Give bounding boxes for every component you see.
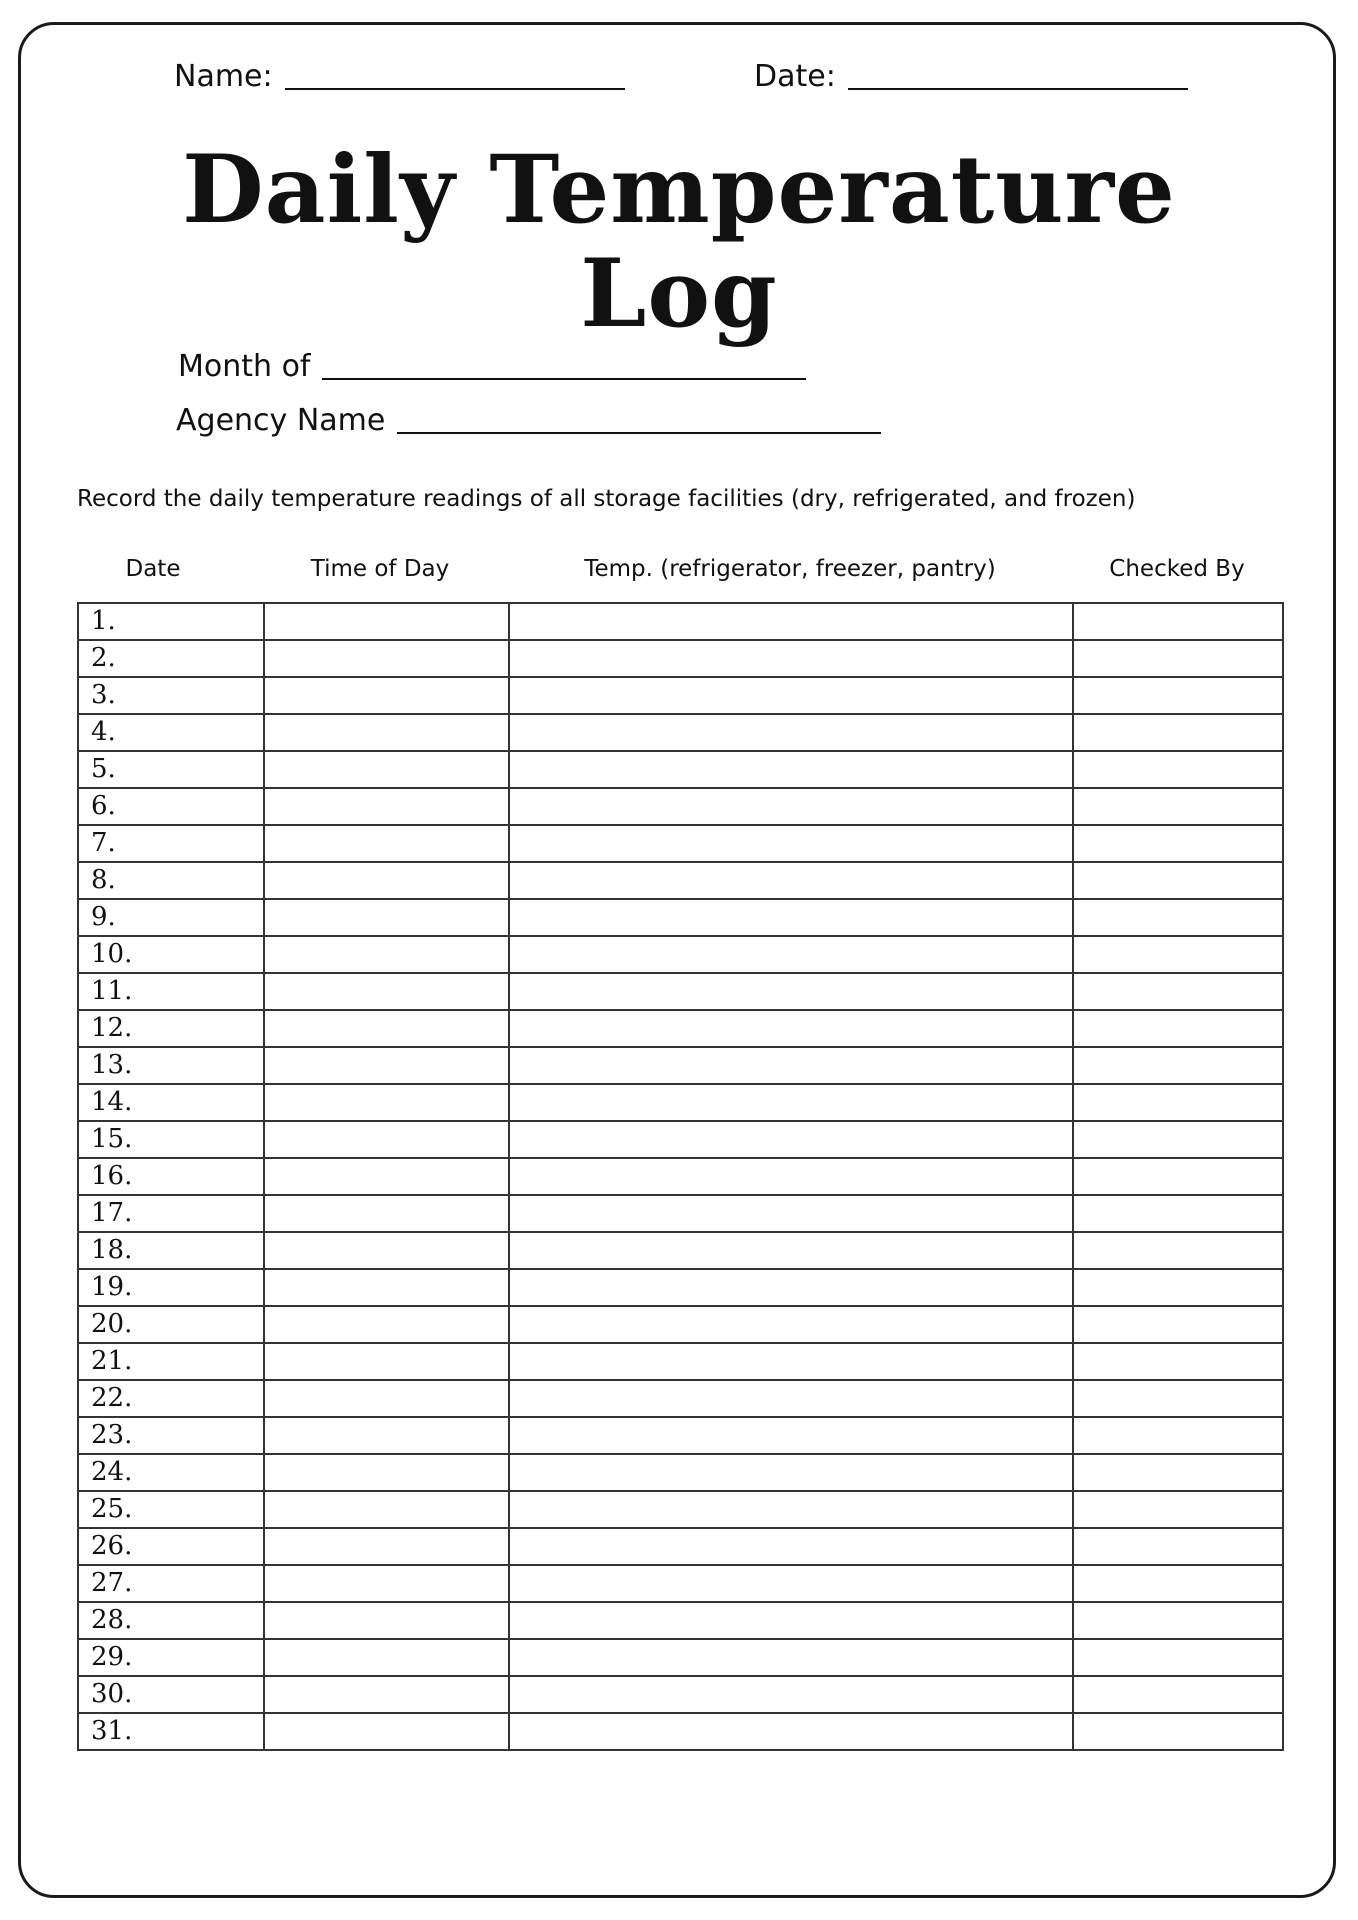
row-time-cell[interactable] xyxy=(264,1602,509,1639)
row-date-cell[interactable]: 20. xyxy=(78,1306,264,1343)
row-checked-by-cell[interactable] xyxy=(1073,1047,1283,1084)
row-time-cell[interactable] xyxy=(264,677,509,714)
table-row xyxy=(78,1565,1283,1602)
row-time-cell[interactable] xyxy=(264,1454,509,1491)
row-time-cell[interactable] xyxy=(264,1491,509,1528)
table-row xyxy=(78,640,1283,677)
table-row xyxy=(78,825,1283,862)
row-checked-by-cell[interactable] xyxy=(1073,1084,1283,1121)
row-temp-cell[interactable] xyxy=(509,899,1073,936)
row-time-cell[interactable] xyxy=(264,1084,509,1121)
row-checked-by-cell[interactable] xyxy=(1073,1232,1283,1269)
name-label: Name: xyxy=(174,59,273,94)
table-body xyxy=(78,603,1283,1750)
row-date-cell[interactable]: 29. xyxy=(78,1639,264,1676)
table-row xyxy=(78,973,1283,1010)
row-checked-by-cell[interactable] xyxy=(1073,714,1283,751)
row-temp-cell[interactable] xyxy=(509,1528,1073,1565)
row-checked-by-cell[interactable] xyxy=(1073,677,1283,714)
table-row xyxy=(78,1602,1283,1639)
column-header-temp: Temp. (refrigerator, freezer, pantry) xyxy=(584,556,996,582)
row-date-cell[interactable]: 9. xyxy=(78,899,264,936)
row-checked-by-cell[interactable] xyxy=(1073,788,1283,825)
table-row xyxy=(78,751,1283,788)
temperature-log-table xyxy=(77,602,1284,1751)
row-date-cell[interactable]: 18. xyxy=(78,1232,264,1269)
row-temp-cell[interactable] xyxy=(509,1195,1073,1232)
row-time-cell[interactable] xyxy=(264,1417,509,1454)
row-date-cell[interactable]: 21. xyxy=(78,1343,264,1380)
row-date-cell[interactable]: 3. xyxy=(78,677,264,714)
row-time-cell[interactable] xyxy=(264,936,509,973)
row-date-cell[interactable]: 22. xyxy=(78,1380,264,1417)
table-row xyxy=(78,862,1283,899)
row-checked-by-cell[interactable] xyxy=(1073,1010,1283,1047)
row-date-cell[interactable]: 2. xyxy=(78,640,264,677)
row-date-cell[interactable]: 24. xyxy=(78,1454,264,1491)
table-row xyxy=(78,1084,1283,1121)
row-temp-cell[interactable] xyxy=(509,1417,1073,1454)
row-date-cell[interactable]: 17. xyxy=(78,1195,264,1232)
row-date-cell[interactable]: 13. xyxy=(78,1047,264,1084)
table-row xyxy=(78,1417,1283,1454)
table-row xyxy=(78,1195,1283,1232)
row-temp-cell[interactable] xyxy=(509,751,1073,788)
row-temp-cell[interactable] xyxy=(509,1565,1073,1602)
row-time-cell[interactable] xyxy=(264,1713,509,1750)
row-temp-cell[interactable] xyxy=(509,788,1073,825)
row-temp-cell[interactable] xyxy=(509,1343,1073,1380)
row-checked-by-cell[interactable] xyxy=(1073,1528,1283,1565)
row-date-cell[interactable]: 30. xyxy=(78,1676,264,1713)
agency-label: Agency Name xyxy=(176,403,386,438)
row-checked-by-cell[interactable] xyxy=(1073,1343,1283,1380)
row-time-cell[interactable] xyxy=(264,899,509,936)
row-date-cell[interactable]: 10. xyxy=(78,936,264,973)
row-checked-by-cell[interactable] xyxy=(1073,1602,1283,1639)
row-checked-by-cell[interactable] xyxy=(1073,1639,1283,1676)
name-line[interactable] xyxy=(285,88,625,90)
row-checked-by-cell[interactable] xyxy=(1073,973,1283,1010)
table-row xyxy=(78,1676,1283,1713)
row-time-cell[interactable] xyxy=(264,1676,509,1713)
table-row xyxy=(78,1010,1283,1047)
row-time-cell[interactable] xyxy=(264,1158,509,1195)
table-row xyxy=(78,1306,1283,1343)
row-time-cell[interactable] xyxy=(264,973,509,1010)
row-date-cell[interactable]: 14. xyxy=(78,1084,264,1121)
column-header-checked-by: Checked By xyxy=(1109,556,1245,582)
date-label: Date: xyxy=(754,59,836,94)
top-fields xyxy=(0,59,1358,112)
row-checked-by-cell[interactable] xyxy=(1073,1713,1283,1750)
row-time-cell[interactable] xyxy=(264,862,509,899)
row-temp-cell[interactable] xyxy=(509,1269,1073,1306)
row-date-cell[interactable]: 15. xyxy=(78,1121,264,1158)
row-time-cell[interactable] xyxy=(264,825,509,862)
row-time-cell[interactable] xyxy=(264,1047,509,1084)
page-title xyxy=(0,135,1358,349)
row-temp-cell[interactable] xyxy=(509,1380,1073,1417)
table-row xyxy=(78,677,1283,714)
row-date-cell[interactable]: 12. xyxy=(78,1010,264,1047)
row-time-cell[interactable] xyxy=(264,1343,509,1380)
row-time-cell[interactable] xyxy=(264,1380,509,1417)
name-field[interactable] xyxy=(174,59,625,94)
row-date-cell[interactable]: 25. xyxy=(78,1491,264,1528)
row-checked-by-cell[interactable] xyxy=(1073,936,1283,973)
table-row xyxy=(78,936,1283,973)
month-label: Month of xyxy=(178,349,311,384)
agency-line[interactable] xyxy=(397,432,881,434)
row-temp-cell[interactable] xyxy=(509,1232,1073,1269)
row-temp-cell[interactable] xyxy=(509,1010,1073,1047)
row-date-cell[interactable]: 1. xyxy=(78,603,264,640)
row-temp-cell[interactable] xyxy=(509,862,1073,899)
row-time-cell[interactable] xyxy=(264,788,509,825)
title-line-2: Log xyxy=(580,239,778,349)
row-time-cell[interactable] xyxy=(264,714,509,751)
row-time-cell[interactable] xyxy=(264,1232,509,1269)
row-time-cell[interactable] xyxy=(264,603,509,640)
row-time-cell[interactable] xyxy=(264,1528,509,1565)
row-temp-cell[interactable] xyxy=(509,1602,1073,1639)
column-header-date: Date xyxy=(125,556,181,582)
row-checked-by-cell[interactable] xyxy=(1073,1306,1283,1343)
row-date-cell[interactable]: 19. xyxy=(78,1269,264,1306)
row-temp-cell[interactable] xyxy=(509,1454,1073,1491)
table-row xyxy=(78,1639,1283,1676)
table-row xyxy=(78,1269,1283,1306)
row-checked-by-cell[interactable] xyxy=(1073,862,1283,899)
row-temp-cell[interactable] xyxy=(509,1084,1073,1121)
row-date-cell[interactable]: 16. xyxy=(78,1158,264,1195)
row-temp-cell[interactable] xyxy=(509,1713,1073,1750)
row-time-cell[interactable] xyxy=(264,1639,509,1676)
table-row xyxy=(78,1047,1283,1084)
title-line-1: Daily Temperature xyxy=(182,135,1176,245)
row-date-cell[interactable]: 7. xyxy=(78,825,264,862)
row-date-cell[interactable]: 6. xyxy=(78,788,264,825)
row-temp-cell[interactable] xyxy=(509,1158,1073,1195)
table-row xyxy=(78,714,1283,751)
row-date-cell[interactable]: 31. xyxy=(78,1713,264,1750)
row-date-cell[interactable]: 5. xyxy=(78,751,264,788)
row-time-cell[interactable] xyxy=(264,640,509,677)
row-date-cell[interactable]: 4. xyxy=(78,714,264,751)
row-temp-cell[interactable] xyxy=(509,640,1073,677)
table-row xyxy=(78,1491,1283,1528)
row-checked-by-cell[interactable] xyxy=(1073,1491,1283,1528)
row-checked-by-cell[interactable] xyxy=(1073,1158,1283,1195)
row-checked-by-cell[interactable] xyxy=(1073,751,1283,788)
row-temp-cell[interactable] xyxy=(509,1121,1073,1158)
table-row xyxy=(78,899,1283,936)
table-row xyxy=(78,1158,1283,1195)
row-date-cell[interactable]: 23. xyxy=(78,1417,264,1454)
row-time-cell[interactable] xyxy=(264,751,509,788)
row-checked-by-cell[interactable] xyxy=(1073,1454,1283,1491)
row-checked-by-cell[interactable] xyxy=(1073,1565,1283,1602)
date-field[interactable] xyxy=(754,59,1188,94)
month-line[interactable] xyxy=(322,378,806,380)
row-time-cell[interactable] xyxy=(264,1565,509,1602)
agency-field[interactable] xyxy=(176,403,881,438)
row-time-cell[interactable] xyxy=(264,1121,509,1158)
row-checked-by-cell[interactable] xyxy=(1073,1380,1283,1417)
row-time-cell[interactable] xyxy=(264,1010,509,1047)
table-row xyxy=(78,788,1283,825)
row-temp-cell[interactable] xyxy=(509,1047,1073,1084)
row-date-cell[interactable]: 11. xyxy=(78,973,264,1010)
row-date-cell[interactable]: 28. xyxy=(78,1602,264,1639)
row-temp-cell[interactable] xyxy=(509,1676,1073,1713)
row-checked-by-cell[interactable] xyxy=(1073,640,1283,677)
row-temp-cell[interactable] xyxy=(509,603,1073,640)
row-checked-by-cell[interactable] xyxy=(1073,603,1283,640)
table-row xyxy=(78,1121,1283,1158)
row-date-cell[interactable]: 8. xyxy=(78,862,264,899)
row-temp-cell[interactable] xyxy=(509,973,1073,1010)
row-checked-by-cell[interactable] xyxy=(1073,825,1283,862)
table-row xyxy=(78,1232,1283,1269)
row-date-cell[interactable]: 26. xyxy=(78,1528,264,1565)
table-row xyxy=(78,1528,1283,1565)
row-time-cell[interactable] xyxy=(264,1269,509,1306)
row-checked-by-cell[interactable] xyxy=(1073,1676,1283,1713)
month-field[interactable] xyxy=(178,349,806,384)
row-temp-cell[interactable] xyxy=(509,1491,1073,1528)
row-checked-by-cell[interactable] xyxy=(1073,899,1283,936)
row-date-cell[interactable]: 27. xyxy=(78,1565,264,1602)
row-checked-by-cell[interactable] xyxy=(1073,1269,1283,1306)
table-row xyxy=(78,1713,1283,1750)
row-time-cell[interactable] xyxy=(264,1195,509,1232)
row-checked-by-cell[interactable] xyxy=(1073,1121,1283,1158)
row-temp-cell[interactable] xyxy=(509,677,1073,714)
row-temp-cell[interactable] xyxy=(509,825,1073,862)
table-row xyxy=(78,1380,1283,1417)
row-temp-cell[interactable] xyxy=(509,1306,1073,1343)
row-checked-by-cell[interactable] xyxy=(1073,1195,1283,1232)
row-temp-cell[interactable] xyxy=(509,936,1073,973)
date-line[interactable] xyxy=(848,88,1188,90)
column-header-time: Time of Day xyxy=(310,556,450,582)
table-row xyxy=(78,603,1283,640)
row-checked-by-cell[interactable] xyxy=(1073,1417,1283,1454)
row-temp-cell[interactable] xyxy=(509,714,1073,751)
row-temp-cell[interactable] xyxy=(509,1639,1073,1676)
row-time-cell[interactable] xyxy=(264,1306,509,1343)
table-row xyxy=(78,1454,1283,1491)
instruction-text: Record the daily temperature readings of all storage facilities (dry, refrigerated, and frozen) xyxy=(77,486,1136,512)
column-headers xyxy=(0,556,1358,588)
table-row xyxy=(78,1343,1283,1380)
